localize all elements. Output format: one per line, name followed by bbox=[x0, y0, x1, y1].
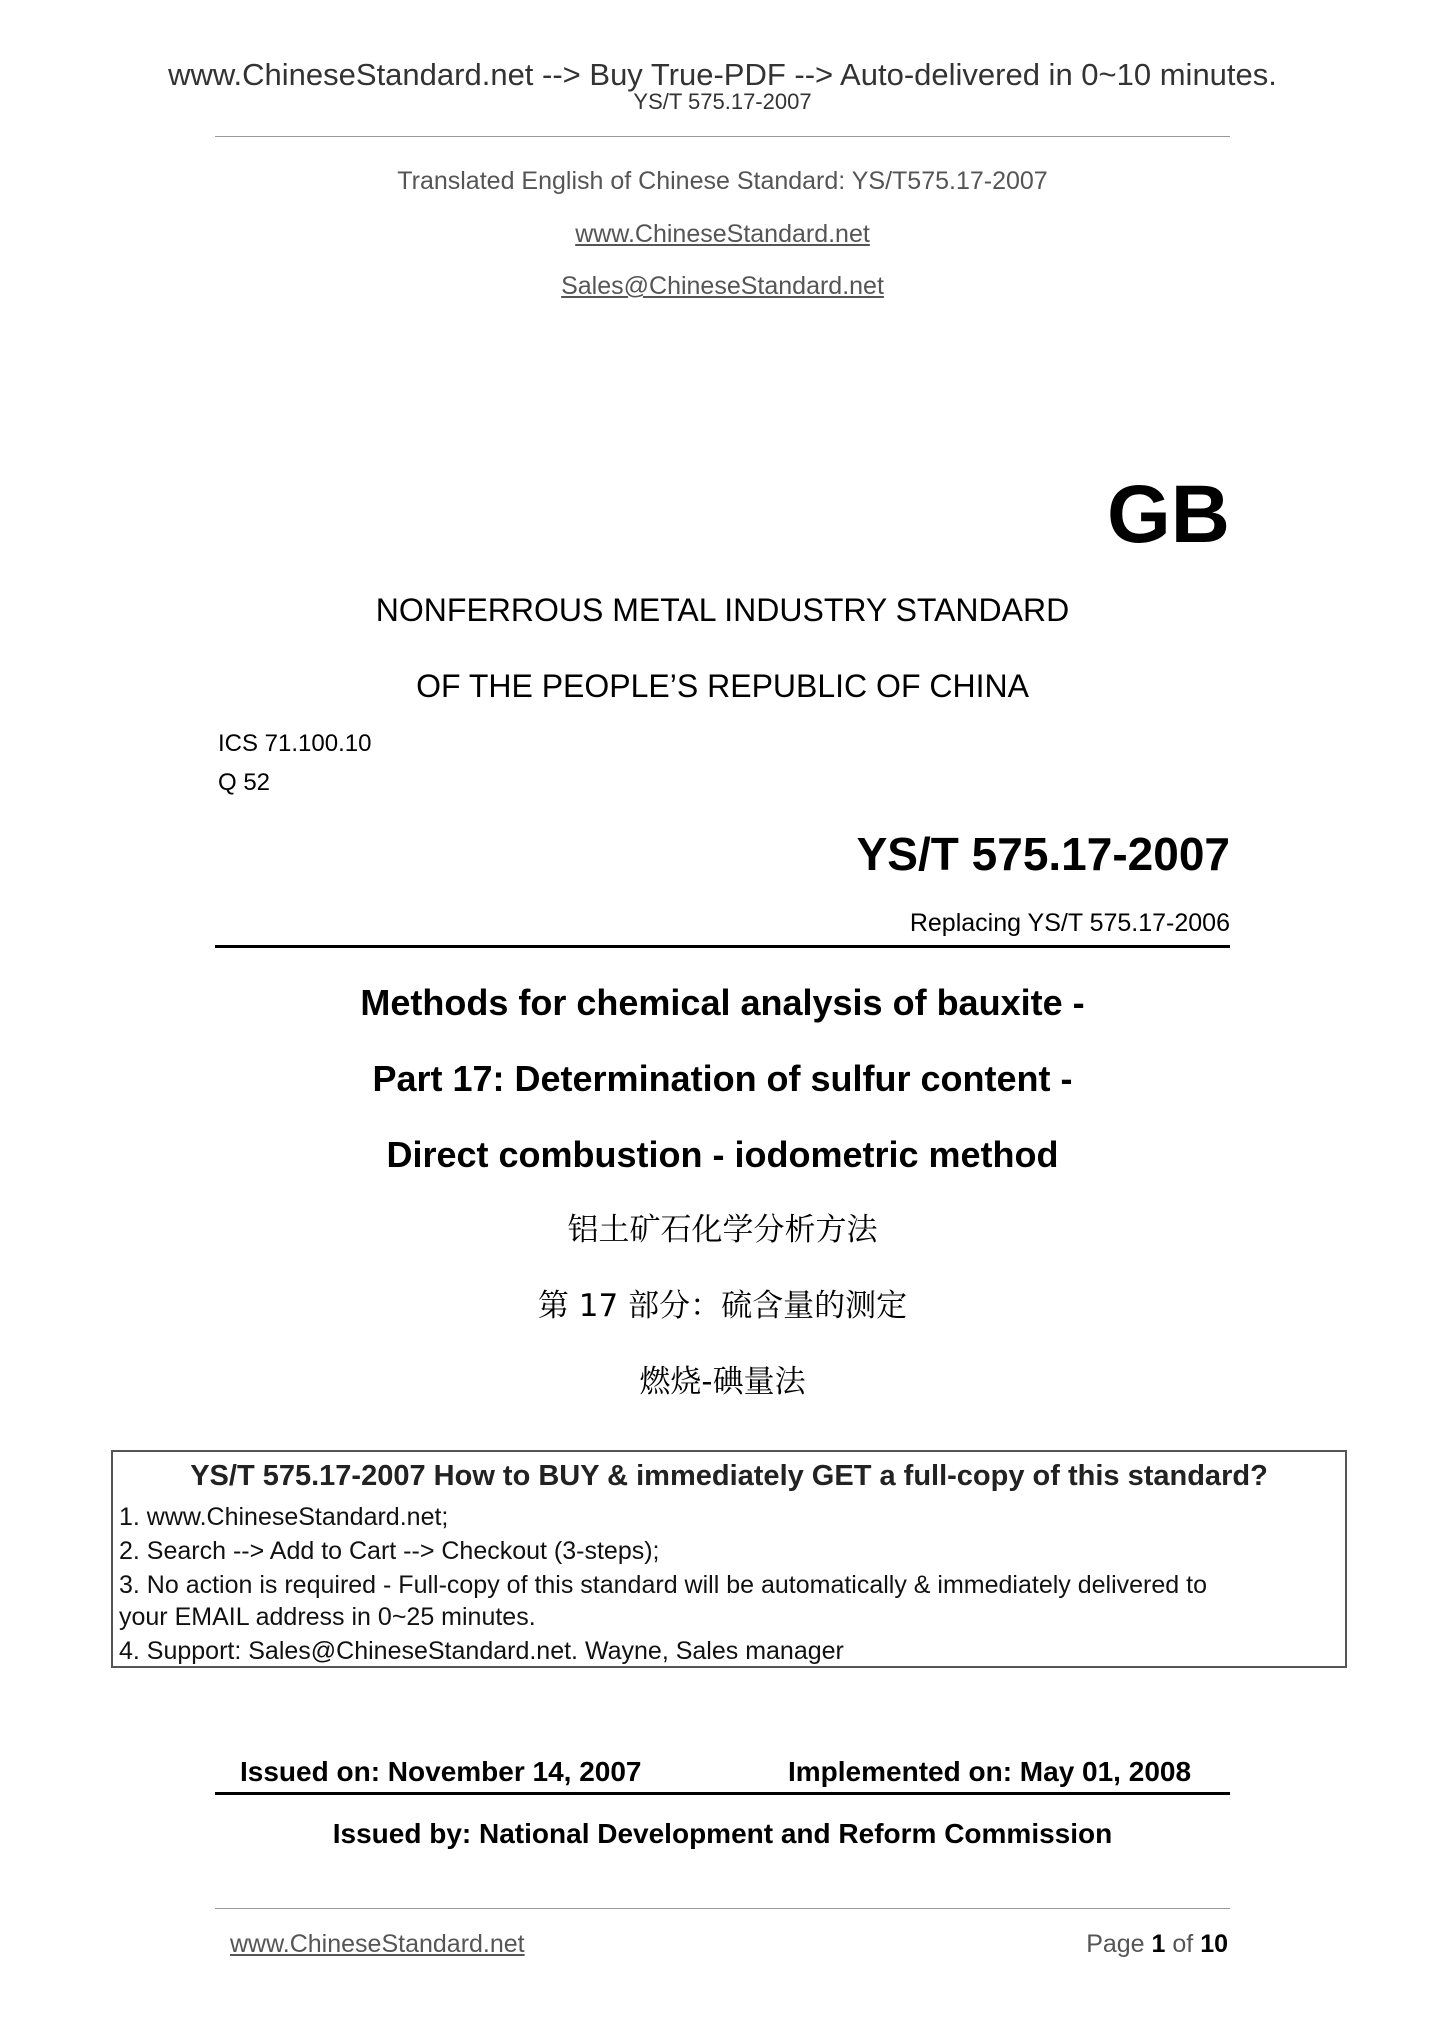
running-head: YS/T 575.17-2007 bbox=[633, 89, 812, 114]
dates-divider bbox=[215, 1792, 1230, 1795]
q-code: Q 52 bbox=[218, 769, 271, 796]
standard-number: YS/T 575.17-2007 bbox=[856, 828, 1230, 880]
page-prefix: Page bbox=[1086, 1930, 1152, 1958]
page-mid: of bbox=[1165, 1930, 1201, 1958]
title-en-line-3: Direct combustion - iodometric method bbox=[386, 1134, 1059, 1175]
issued-by: Issued by: National Development and Reform Commission bbox=[332, 1818, 1113, 1849]
title-divider bbox=[215, 945, 1230, 948]
replacing-note: Replacing YS/T 575.17-2006 bbox=[909, 909, 1230, 937]
implemented-on: Implemented on: May 01, 2008 bbox=[788, 1756, 1192, 1787]
title-cn-line-2: 第 17 部分：硫含量的测定 bbox=[537, 1288, 908, 1324]
title-cn-line-3: 燃烧-碘量法 bbox=[639, 1364, 806, 1400]
org-line-1: NONFERROUS METAL INDUSTRY STANDARD bbox=[375, 592, 1070, 628]
title-en-line-1: Methods for chemical analysis of bauxite - bbox=[360, 982, 1085, 1023]
ics-code: ICS 71.100.10 bbox=[218, 730, 372, 757]
email-link[interactable]: Sales@ChineseStandard.net bbox=[561, 272, 884, 300]
page-indicator bbox=[1086, 1930, 1228, 1959]
header-banner: www.ChineseStandard.net --> Buy True-PDF --> Auto-delivered in 0~10 minutes. bbox=[168, 57, 1277, 92]
header-divider bbox=[215, 136, 1230, 137]
buy-box-line-5: 4. Support: Sales@ChineseStandard.net. Wayne, Sales manager bbox=[119, 1637, 844, 1665]
footer-website-link[interactable]: www.ChineseStandard.net bbox=[230, 1930, 525, 1958]
translation-line: Translated English of Chinese Standard: YS/T575.17-2007 bbox=[397, 167, 1048, 195]
issued-on: Issued on: November 14, 2007 bbox=[240, 1756, 642, 1787]
page-total: 10 bbox=[1200, 1930, 1228, 1958]
page-current: 1 bbox=[1151, 1930, 1166, 1958]
buy-box-title: YS/T 575.17-2007 How to BUY & immediately GET a full-copy of this standard? bbox=[190, 1460, 1268, 1492]
buy-box-line-1: 1. www.ChineseStandard.net; bbox=[119, 1503, 449, 1531]
buy-instructions-box bbox=[111, 1450, 1347, 1668]
translation-website-row bbox=[0, 220, 1445, 249]
gb-mark: GB bbox=[1107, 469, 1230, 560]
buy-box-line-2: 2. Search --> Add to Cart --> Checkout (3-steps); bbox=[119, 1537, 660, 1565]
buy-box-line-4: your EMAIL address in 0~25 minutes. bbox=[119, 1603, 536, 1631]
buy-box-line-3: 3. No action is required - Full-copy of this standard will be automatically & immediately delivered to bbox=[119, 1571, 1207, 1599]
title-cn-line-1: 铝土矿石化学分析方法 bbox=[567, 1212, 878, 1248]
org-line-2: OF THE PEOPLE’S REPUBLIC OF CHINA bbox=[416, 668, 1029, 704]
footer-divider bbox=[215, 1908, 1230, 1909]
website-link[interactable]: www.ChineseStandard.net bbox=[575, 220, 870, 248]
translation-email-row bbox=[0, 272, 1445, 301]
title-en-line-2: Part 17: Determination of sulfur content - bbox=[372, 1058, 1073, 1099]
